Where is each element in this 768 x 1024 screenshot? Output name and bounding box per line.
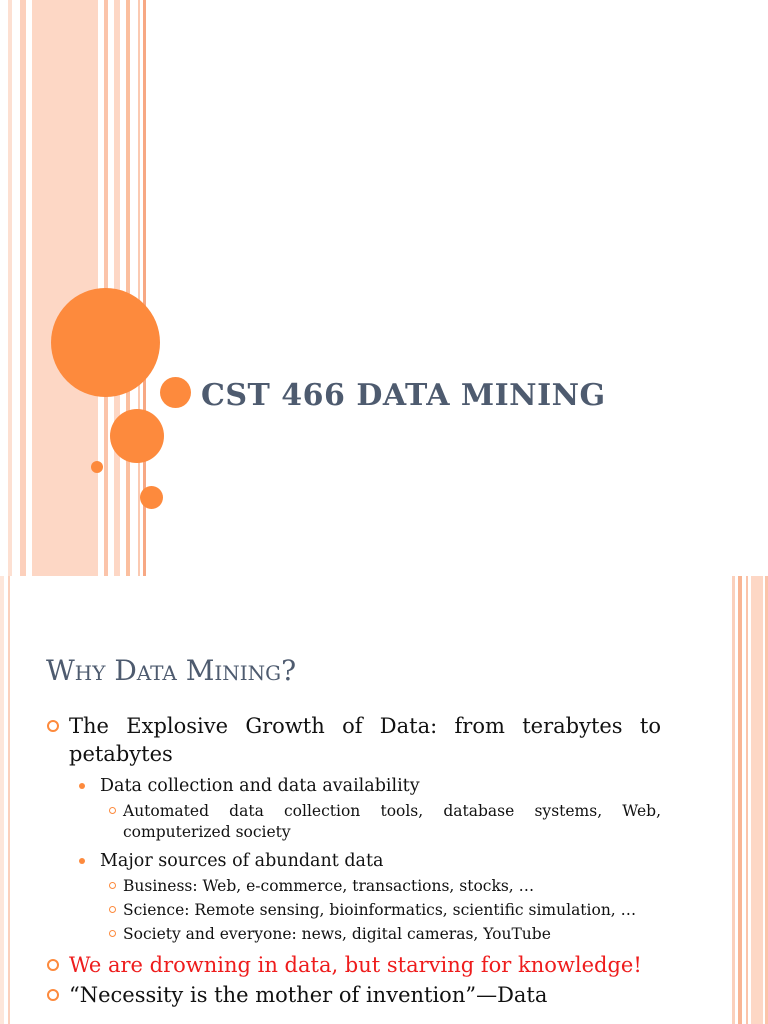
decor-circle (140, 486, 163, 509)
dot-bullet-icon (79, 783, 85, 789)
decor-stripe (0, 576, 4, 1024)
decor-stripe (8, 576, 10, 1024)
dot-bullet-icon (79, 858, 85, 864)
decor-circle (110, 409, 164, 463)
slide-title: Why Data Mining? (46, 654, 297, 687)
decor-stripe (138, 0, 140, 576)
bullet-list (46, 712, 661, 1009)
list-item: The Explosive Growth of Data: from terabytes to petabytes (46, 712, 661, 768)
list-item: Science: Remote sensing, bioinformatics, scientific simulation, … (46, 900, 661, 921)
decor-stripe (32, 0, 98, 576)
circle-bullet-icon (109, 906, 116, 913)
circle-bullet-icon (47, 720, 59, 732)
slide-title: CST 466 DATA MINING (201, 378, 606, 413)
list-item: Major sources of abundant data (46, 849, 661, 873)
circle-bullet-icon (109, 807, 116, 814)
decor-stripe (20, 0, 26, 576)
list-item: Business: Web, e-commerce, transactions, stocks, … (46, 876, 661, 897)
decor-stripe (126, 0, 130, 576)
circle-bullet-icon (47, 989, 59, 1001)
decor-stripe (738, 576, 742, 1024)
list-item: “Necessity is the mother of invention”—Data (46, 981, 661, 1009)
decor-stripe (751, 576, 763, 1024)
decor-circle-large (51, 288, 160, 397)
decor-stripe (732, 576, 735, 1024)
decor-circle (91, 461, 103, 473)
decor-stripe (746, 576, 748, 1024)
content-slide (0, 576, 768, 1024)
circle-bullet-icon (109, 930, 116, 937)
decor-stripe (8, 0, 12, 576)
list-item: Data collection and data availability (46, 774, 661, 798)
circle-bullet-icon (109, 882, 116, 889)
list-item: Society and everyone: news, digital cameras, YouTube (46, 924, 661, 945)
list-item: Automated data collection tools, database systems, Web, computerized society (46, 801, 661, 843)
decor-circle (160, 377, 191, 408)
highlight-bullet: We are drowning in data, but starving for knowledge! (46, 951, 661, 979)
circle-bullet-icon (47, 959, 59, 971)
